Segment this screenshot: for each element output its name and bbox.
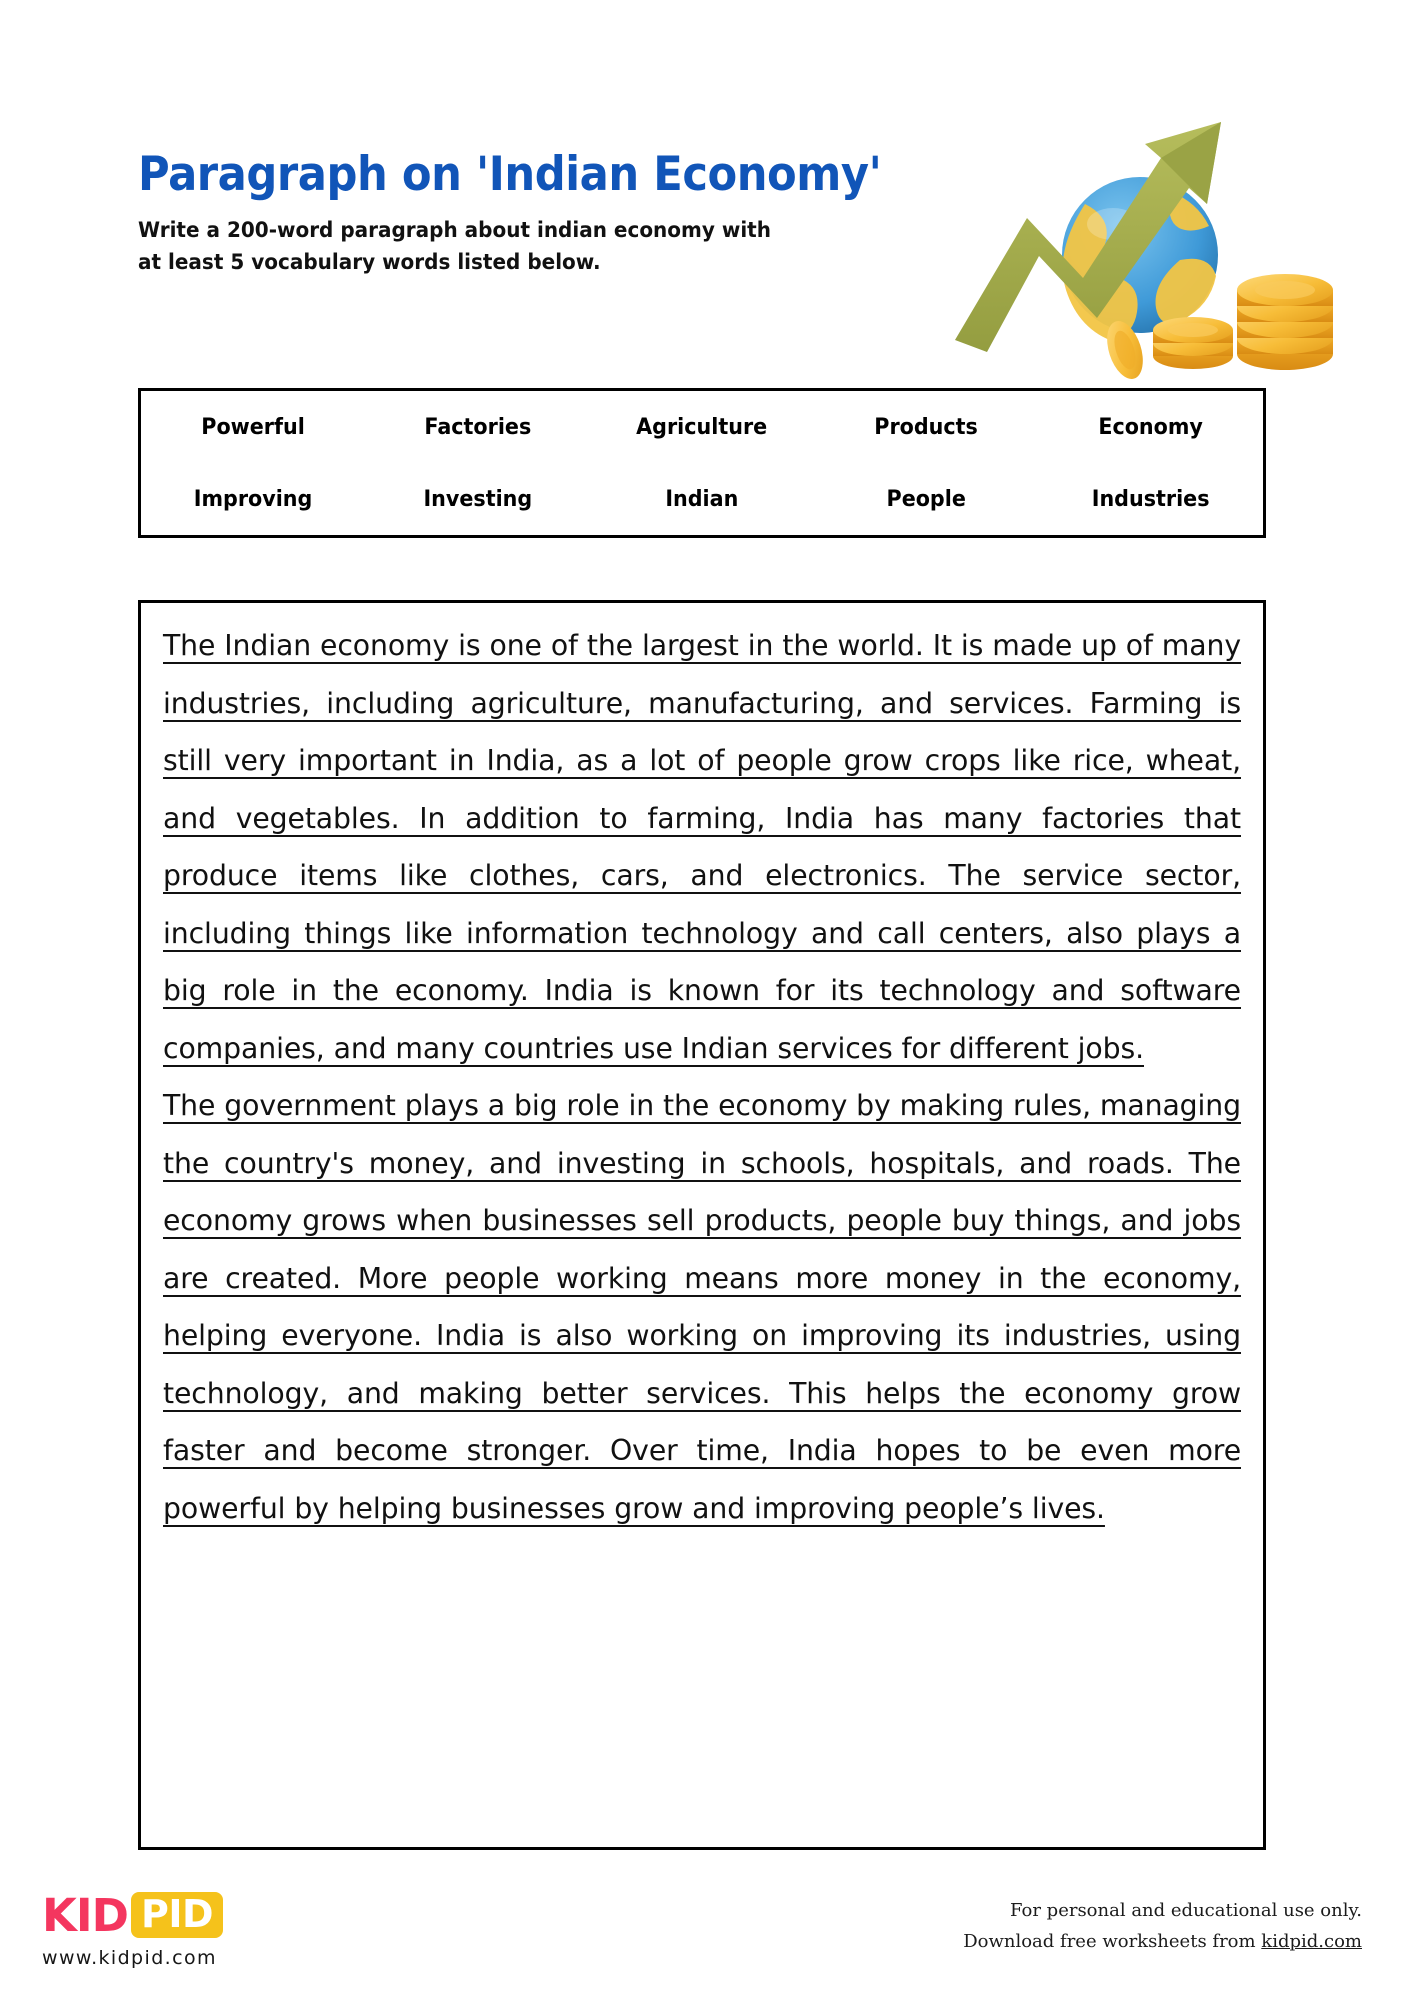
vocabulary-word: Economy — [1098, 414, 1204, 440]
kidpid-logo — [42, 1888, 223, 1969]
vocabulary-word: Investing — [423, 486, 532, 512]
logo-row — [42, 1888, 223, 1942]
vocabulary-box — [138, 388, 1266, 538]
page-title: Paragraph on 'Indian Economy' — [138, 147, 882, 202]
globe-growth-arrow-coins-illustration — [935, 100, 1355, 380]
coin-stack-right-icon — [1237, 274, 1333, 370]
coin-stack-middle-icon — [1153, 317, 1233, 369]
answer-paragraph-2 — [163, 1077, 1241, 1537]
vocabulary-grid — [141, 391, 1263, 535]
vocabulary-word: Industries — [1091, 486, 1210, 512]
download-note-prefix: Download free worksheets from — [963, 1930, 1262, 1952]
kidpid-link[interactable]: kidpid.com — [1261, 1930, 1362, 1952]
vocabulary-word: Powerful — [201, 414, 305, 440]
vocabulary-word: Products — [874, 414, 979, 440]
instruction-text: Write a 200-word paragraph about indian economy with at least 5 vocabulary words listed below. — [138, 218, 771, 275]
vocabulary-word: Agriculture — [636, 414, 768, 440]
usage-note-line: For personal and educational use only. — [1010, 1900, 1362, 1921]
download-note-line — [963, 1927, 1362, 1958]
answer-paragraph-1-text: The Indian economy is one of the largest in the world. It is made up of many industries, including agriculture, manufacturing, and services. Farming is still very important in India, as a lot of people grow crops like rice, wheat, and vegetables. In addition to farming, India has many factories that produce items like clothes, cars, and electronics. The service sector, including things like information technology and call centers, also plays a big role in the economy. India is known for its technology and software companies, and many countries use Indian services for different jobs. — [163, 629, 1241, 1065]
vocabulary-word: People — [886, 486, 967, 512]
header — [138, 147, 1018, 278]
vocabulary-word: Factories — [424, 414, 532, 440]
answer-paragraph-1 — [163, 617, 1241, 1077]
website-url: www.kidpid.com — [42, 1947, 217, 1969]
vocabulary-word: Indian — [665, 486, 739, 512]
writing-answer-box[interactable] — [138, 600, 1266, 1850]
logo-pid-text: PID — [140, 1892, 214, 1936]
logo-pid-badge — [131, 1892, 223, 1938]
vocabulary-word: Improving — [193, 486, 313, 512]
answer-paragraph-2-text: The government plays a big role in the economy by making rules, managing the country's money, and investing in schools, hospitals, and roads. The economy grows when businesses sell products, people buy things, and jobs are created. More people working means more money in the economy, helping everyone. India is also working on improving its industries, using technology, and making better services. This helps the economy grow faster and become stronger. Over time, India hopes to be even more powerful by helping businesses grow and improving people’s lives. — [163, 1089, 1241, 1525]
footer-note — [963, 1896, 1362, 1957]
logo-kid-text: KID — [42, 1888, 128, 1942]
